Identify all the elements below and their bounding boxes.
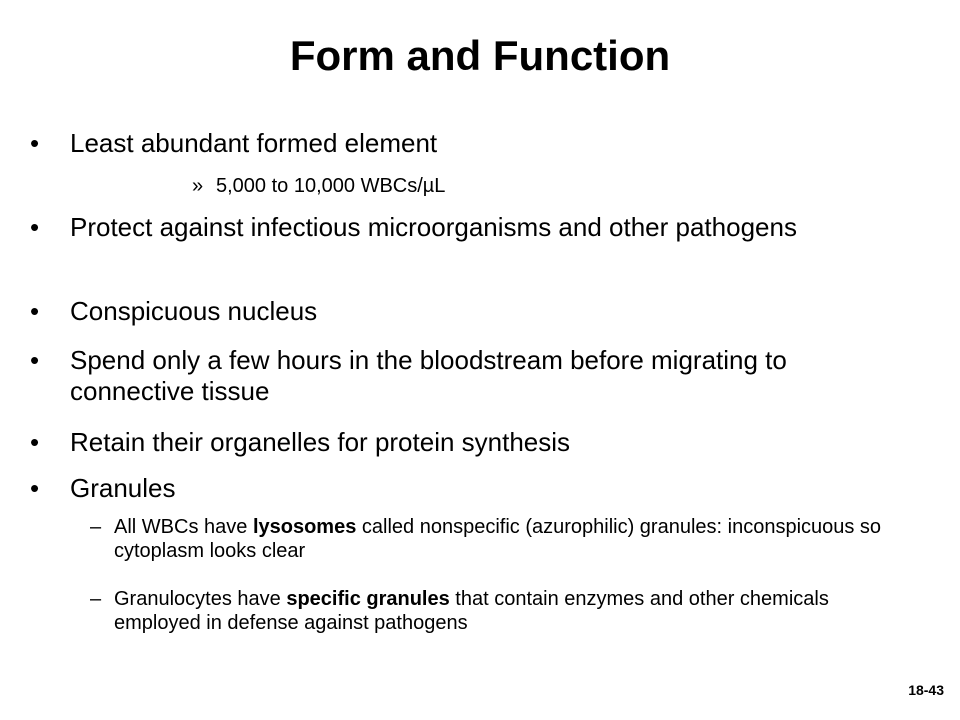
granule-text-pre: Granulocytes have <box>114 588 287 610</box>
dash-marker: – <box>90 516 102 538</box>
granule-text-post: called nonspecific (azurophilic) granules: inconspicuous so cytoplasm looks clear <box>114 516 882 562</box>
sub-text: 5,000 to 10,000 WBCs/µL <box>216 175 446 197</box>
granule-term: specific granules <box>286 588 450 610</box>
bullet-item <box>30 473 900 504</box>
bullet-marker: • <box>30 473 40 503</box>
bullet-marker: • <box>30 128 40 158</box>
bullet-text: Protect against infectious microorganisms and other pathogens <box>70 212 797 242</box>
slide-title: Form and Function <box>289 32 671 79</box>
bullet-marker: • <box>30 212 40 242</box>
bullet-item <box>30 296 900 327</box>
granule-item <box>90 587 914 635</box>
bullet-item <box>30 345 900 407</box>
sub-item <box>192 174 445 198</box>
bullet-text: Spend only a few hours in the bloodstream before migrating to connective tissue <box>70 345 787 406</box>
bullet-marker: • <box>30 296 40 326</box>
dash-marker: – <box>90 588 102 610</box>
bullet-marker: • <box>30 427 40 457</box>
granule-text-pre: All WBCs have <box>114 516 253 538</box>
sub-marker: » <box>192 175 204 197</box>
bullet-text: Retain their organelles for protein synthesis <box>70 427 571 457</box>
bullet-text: Least abundant formed element <box>70 128 438 158</box>
granule-text-post: that contain enzymes and other chemicals employed in defense against pathogens <box>114 588 829 634</box>
bullet-text: Granules <box>70 473 176 503</box>
granule-term: lysosomes <box>252 516 357 538</box>
bullet-marker: • <box>30 345 40 375</box>
bullet-item <box>30 128 900 159</box>
granule-item <box>90 515 914 563</box>
slide-number: 18-43 <box>908 682 944 698</box>
bullet-item <box>30 427 900 458</box>
bullet-text: Conspicuous nucleus <box>70 296 318 326</box>
bullet-item <box>30 212 900 243</box>
